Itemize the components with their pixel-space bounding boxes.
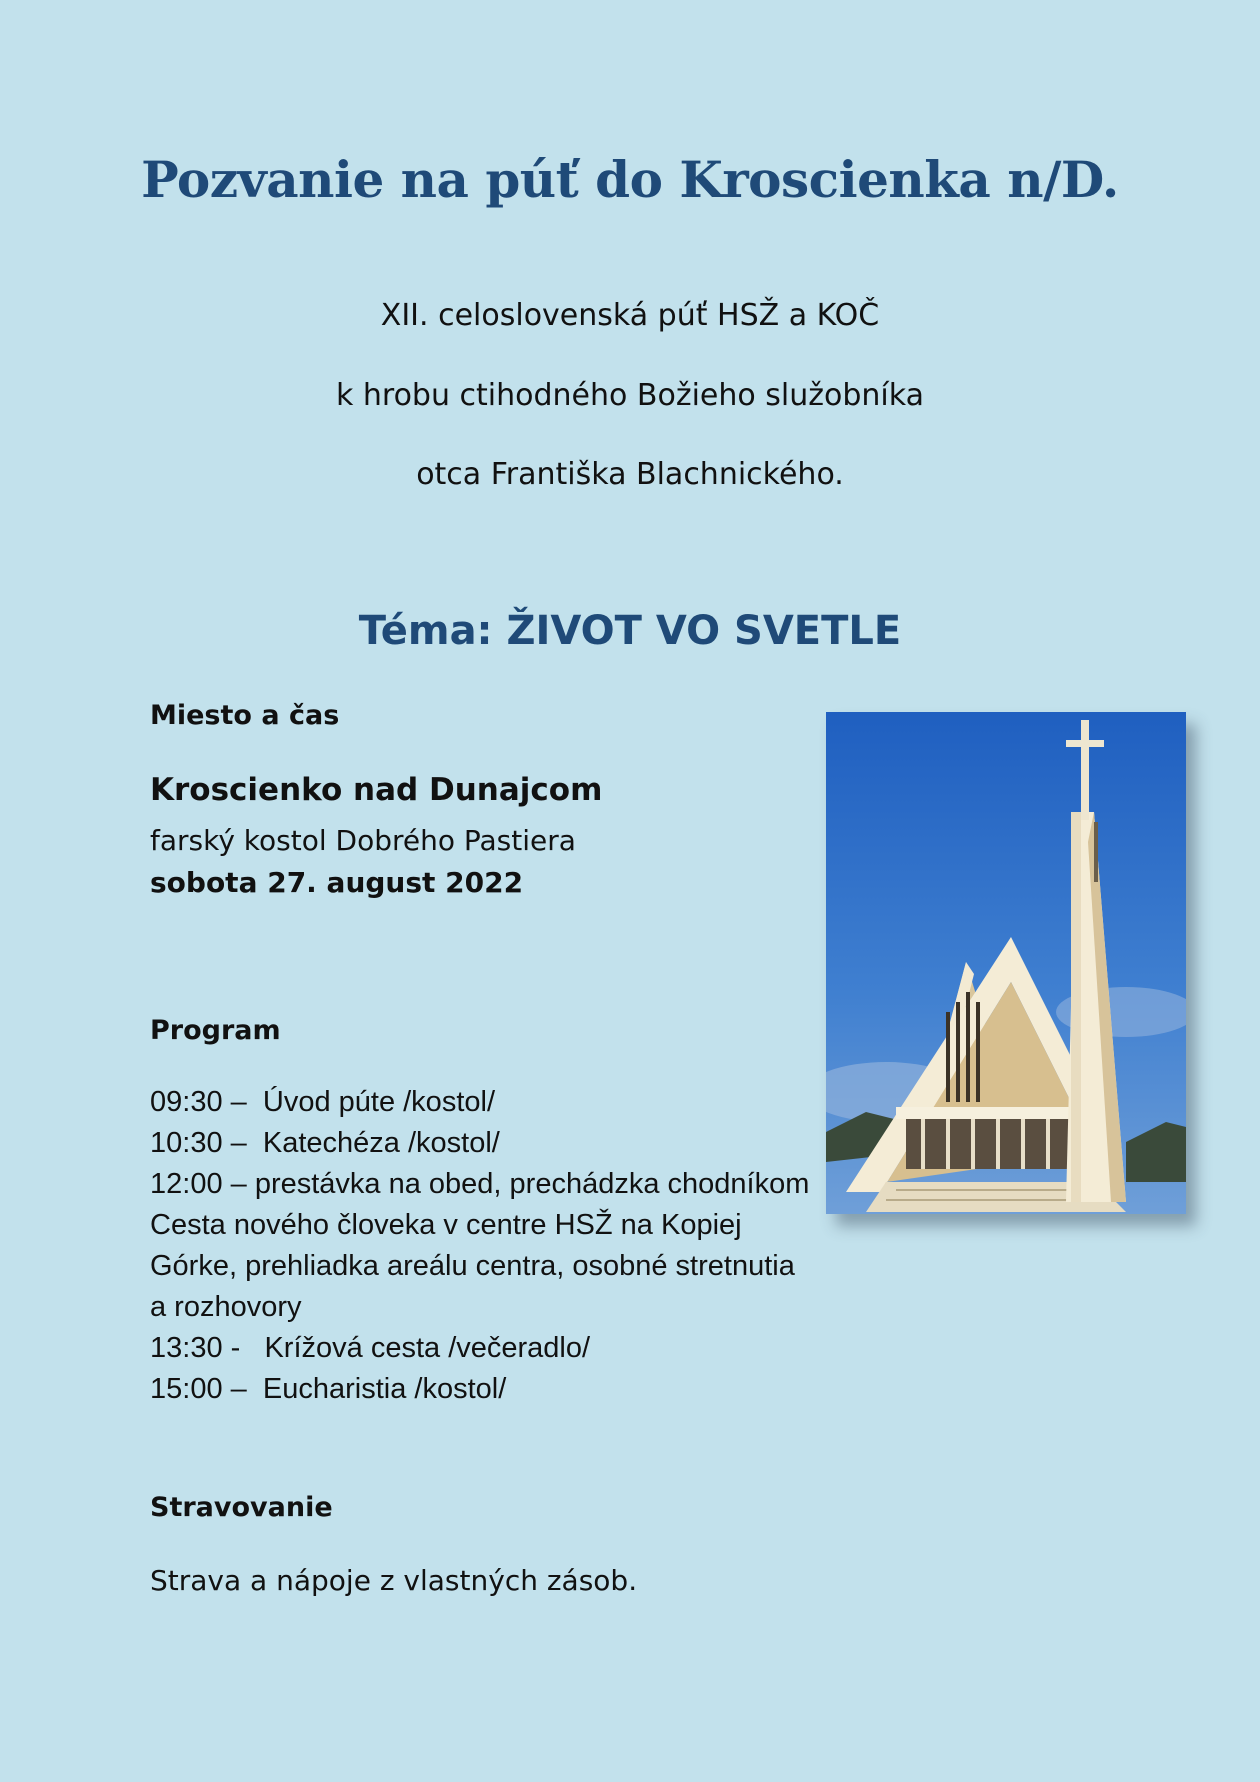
program-item: 10:30 – Katechéza /kostol/ — [150, 1127, 500, 1159]
theme-heading: Téma: ŽIVOT VO SVETLE — [358, 608, 902, 654]
subtitle-line-3: otca Františka Blachnického. — [416, 457, 844, 492]
program-item: 15:00 – Eucharistia /kostol/ — [150, 1373, 507, 1405]
program-item: 12:00 – prestávka na obed, prechádzka chodníkom Cesta nového človeka v centre HSŽ na Kopiej Górke, prehliadka areálu centra, osobné stretnutia a rozhovory — [150, 1168, 810, 1323]
program-heading: Program — [150, 1015, 281, 1046]
place-name: Kroscienko nad Dunajcom — [150, 772, 603, 808]
subtitle-line-1: XII. celoslovenská púť HSŽ a KOČ — [380, 298, 880, 333]
food-heading: Stravovanie — [150, 1492, 333, 1523]
page-title: Pozvanie na púť do Kroscienka n/D. — [141, 150, 1119, 209]
church-photo-icon — [826, 712, 1186, 1214]
food-text: Strava a nápoje z vlastných zásob. — [150, 1564, 638, 1597]
church-photo — [826, 712, 1186, 1214]
program-item: 13:30 - Krížová cesta /večeradlo/ — [150, 1332, 591, 1364]
subtitle-line-2: k hrobu ctihodného Božieho služobníka — [335, 378, 924, 413]
church-name: farský kostol Dobrého Pastiera — [150, 824, 576, 857]
program-item: 09:30 – Úvod púte /kostol/ — [150, 1086, 495, 1118]
location-heading: Miesto a čas — [150, 700, 340, 731]
event-date: sobota 27. august 2022 — [150, 866, 524, 899]
program-list — [150, 1082, 810, 1410]
